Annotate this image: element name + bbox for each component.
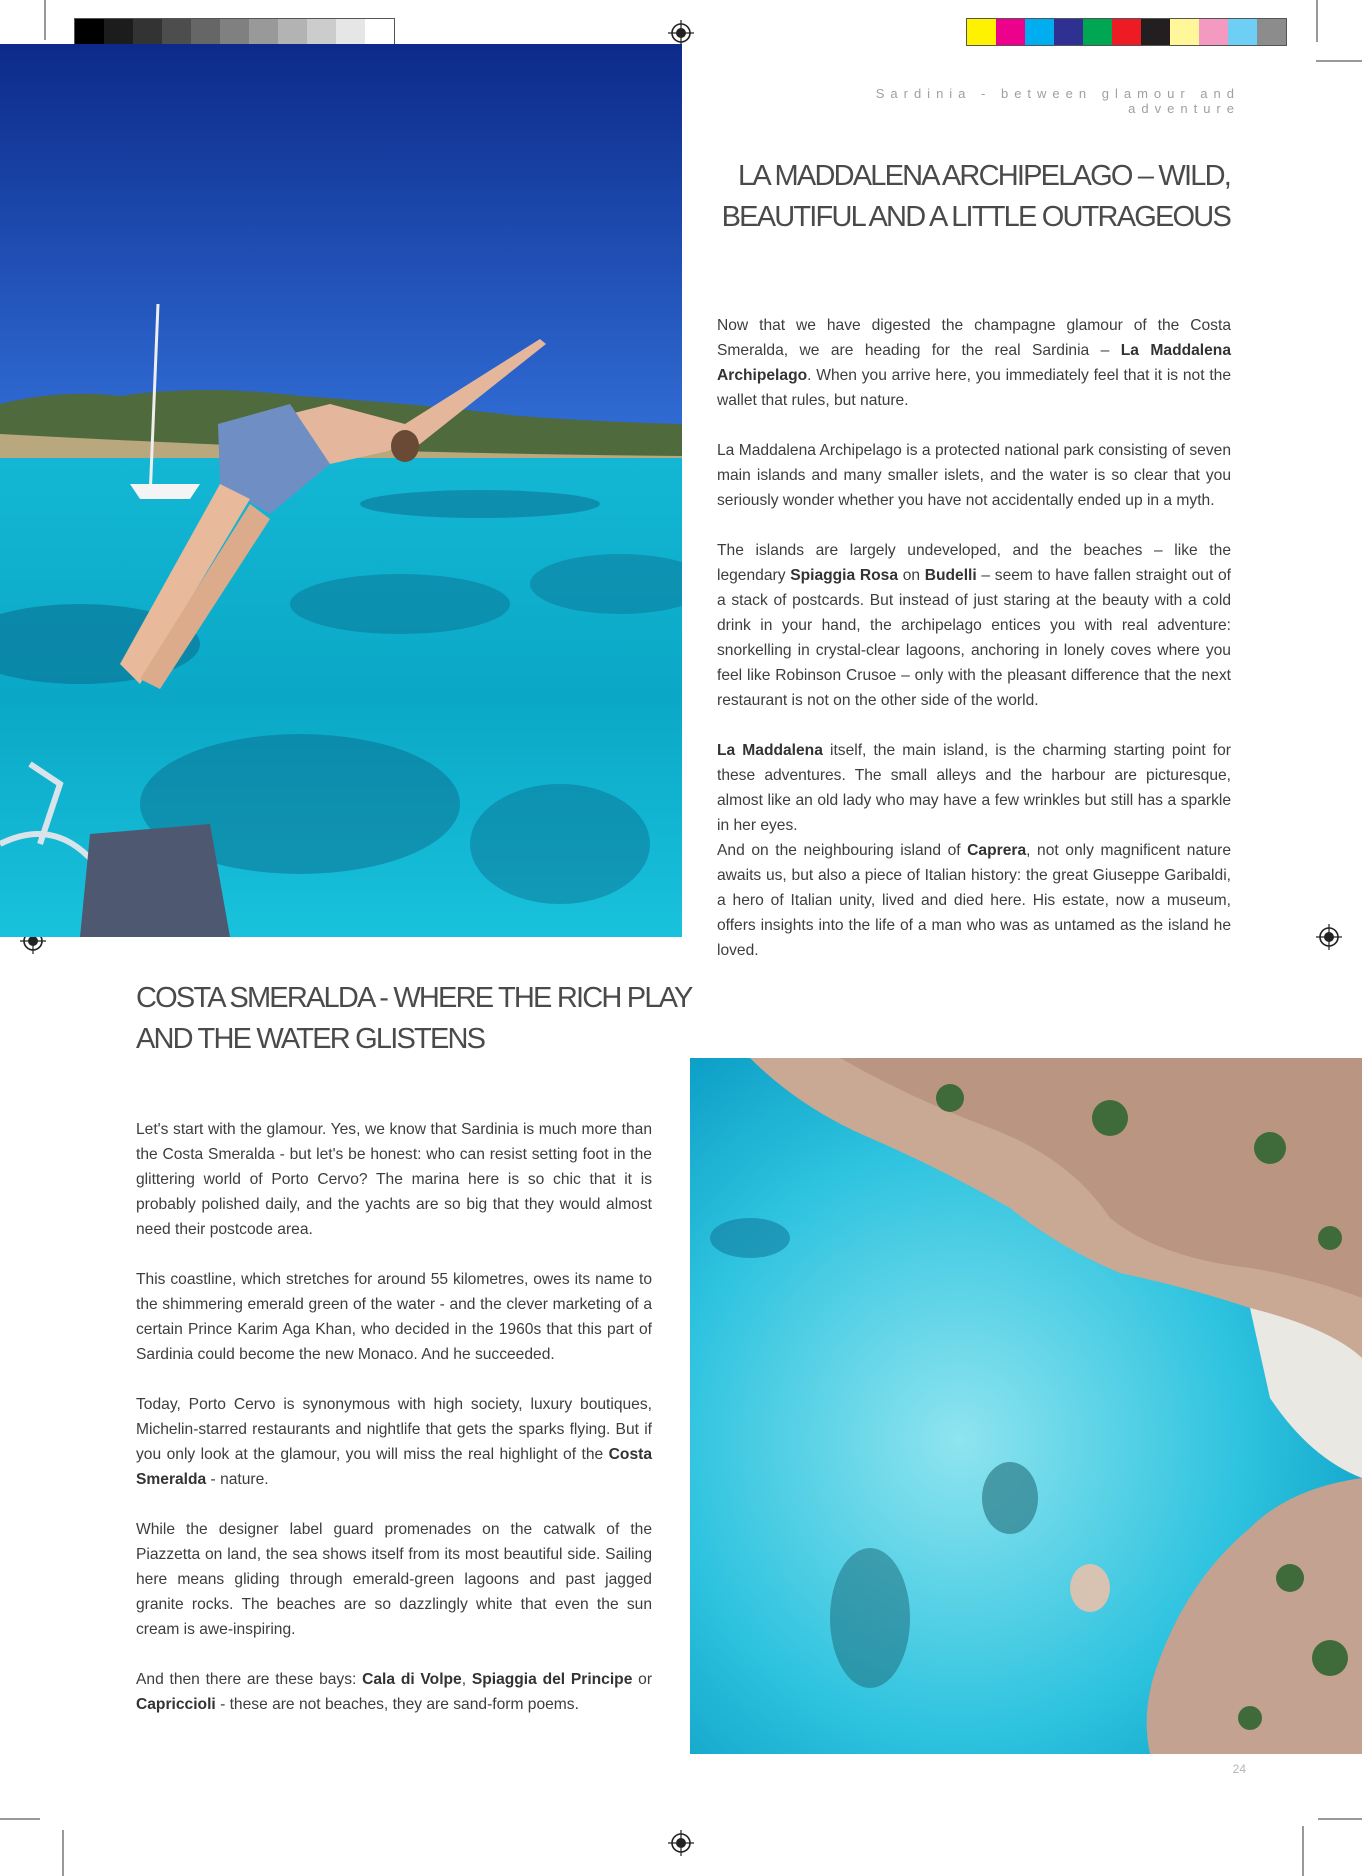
maddalena-heading-line2: BEAUTIFUL AND A LITTLE OUTRAGEOUS [721, 201, 1230, 233]
crop-mark [1318, 1818, 1362, 1820]
crop-mark [1316, 0, 1318, 42]
process-swatch [1054, 19, 1083, 45]
grayscale-swatch [249, 19, 278, 45]
maddalena-heading-line1: LA MADDALENA ARCHIPELAGO – WILD, [738, 160, 1230, 192]
grayscale-swatch [307, 19, 336, 45]
grayscale-swatch [162, 19, 191, 45]
running-header: Sardinia - between glamour and adventure [875, 86, 1240, 116]
grayscale-swatch [278, 19, 307, 45]
smeralda-heading-block [136, 978, 696, 1060]
process-swatch [1141, 19, 1170, 45]
smeralda-paragraph-1: Let's start with the glamour. Yes, we know that Sardinia is much more than the Costa Smeralda - but let's be honest: who can resist setting foot in the glittering world of Porto Cervo? The marina here is so chic that it is probably polished daily, and the yachts are so big that they would almost need their postcode area. [136, 1121, 652, 1238]
process-swatch [1257, 19, 1286, 45]
process-color-bar [966, 18, 1287, 46]
maddalena-paragraph-3: The islands are largely undeveloped, and the beaches – like the legendary Spiaggia Rosa on Budelli – seem to have fallen straight out of a stack of postcards. But instead of just staring at the beauty with a cold drink in your hand, the archipelago entices you with real adventure: snorkelling in crystal-clear lagoons, anchoring in lonely coves where you feel like Robinson Crusoe – only with the pleasant difference that the next restaurant is not on the other side of the world. [717, 542, 1231, 709]
page-number: 24 [1232, 1762, 1246, 1776]
smeralda-paragraph-5: And then there are these bays: Cala di Volpe, Spiaggia del Principe or Capriccioli - these are not beaches, they are sand-form poems. [136, 1671, 653, 1713]
grayscale-swatch [75, 19, 104, 45]
smeralda-paragraph-4: While the designer label guard promenades on the catwalk of the Piazzetta on land, the sea shows itself from its most beautiful side. Sailing here means gliding through emerald-green lagoons and past jagged granite rocks. The beaches are so dazzlingly white that even the sun cream is awe-inspiring. [136, 1521, 652, 1638]
smeralda-paragraph-3: Today, Porto Cervo is synonymous with high society, luxury boutiques, Michelin-starred restaurants and nightlife that gets the sparks flying. But if you only look at the glamour, you will miss the real highlight of the Costa Smeralda - nature. [136, 1396, 652, 1488]
crop-mark [1302, 1826, 1304, 1876]
process-swatch [1083, 19, 1112, 45]
grayscale-color-bar [74, 18, 395, 46]
process-swatch [1228, 19, 1257, 45]
grayscale-swatch [133, 19, 162, 45]
grayscale-swatch [104, 19, 133, 45]
crop-mark [1316, 60, 1362, 62]
grayscale-swatch [336, 19, 365, 45]
maddalena-body [717, 313, 1231, 988]
process-swatch [1199, 19, 1228, 45]
process-swatch [996, 19, 1025, 45]
crop-mark [62, 1830, 64, 1876]
crop-mark [0, 1818, 40, 1820]
maddalena-heading [700, 156, 1230, 238]
maddalena-paragraph-4: La Maddalena itself, the main island, is the charming starting point for these adventures. The small alleys and the harbour are picturesque, almost like an old lady who may have a few wrinkles but still has a sparkle in her eyes. [717, 742, 1231, 834]
maddalena-paragraph-5: And on the neighbouring island of Caprera, not only magnificent nature awaits us, but also a piece of Italian history: the great Giuseppe Garibaldi, a hero of Italian unity, lived and died here. His estate, now a museum, offers insights into the life of a man who was as untamed as the island he loved. [717, 842, 1232, 959]
maddalena-paragraph-1: Now that we have digested the champagne glamour of the Costa Smeralda, we are heading for the real Sardinia – La Maddalena Archipelago. When you arrive here, you immediately feel that it is not the wallet that rules, but nature. [717, 317, 1232, 409]
maddalena-heading-block [700, 156, 1230, 238]
maddalena-paragraph-2: La Maddalena Archipelago is a protected national park consisting of seven main islands and many smaller islets, and the water is so clear that you seriously wonder whether you have not accidentally ended up in a myth. [717, 442, 1231, 509]
grayscale-swatch [365, 19, 394, 45]
smeralda-heading [136, 978, 696, 1060]
grayscale-swatch [191, 19, 220, 45]
process-swatch [1112, 19, 1141, 45]
smeralda-body [136, 1117, 652, 1742]
registration-mark-icon [668, 20, 694, 46]
process-swatch [1025, 19, 1054, 45]
smeralda-heading-line1: COSTA SMERALDA - WHERE THE RICH PLAY [136, 982, 692, 1014]
crop-mark [44, 0, 46, 40]
smeralda-heading-line2: AND THE WATER GLISTENS [136, 1023, 485, 1055]
grayscale-swatch [220, 19, 249, 45]
smeralda-paragraph-2: This coastline, which stretches for around 55 kilometres, owes its name to the shimmering emerald green of the water - and the clever marketing of a certain Prince Karim Aga Khan, who decided in the 1960s that this part of Sardinia could become the new Monaco. And he succeeded. [136, 1271, 652, 1363]
photo-diver-turquoise-sea [0, 44, 682, 937]
registration-mark-icon [668, 1830, 694, 1856]
process-swatch [1170, 19, 1199, 45]
registration-mark-icon [1316, 924, 1342, 950]
process-swatch [967, 19, 996, 45]
photo-aerial-cove [690, 1058, 1362, 1754]
